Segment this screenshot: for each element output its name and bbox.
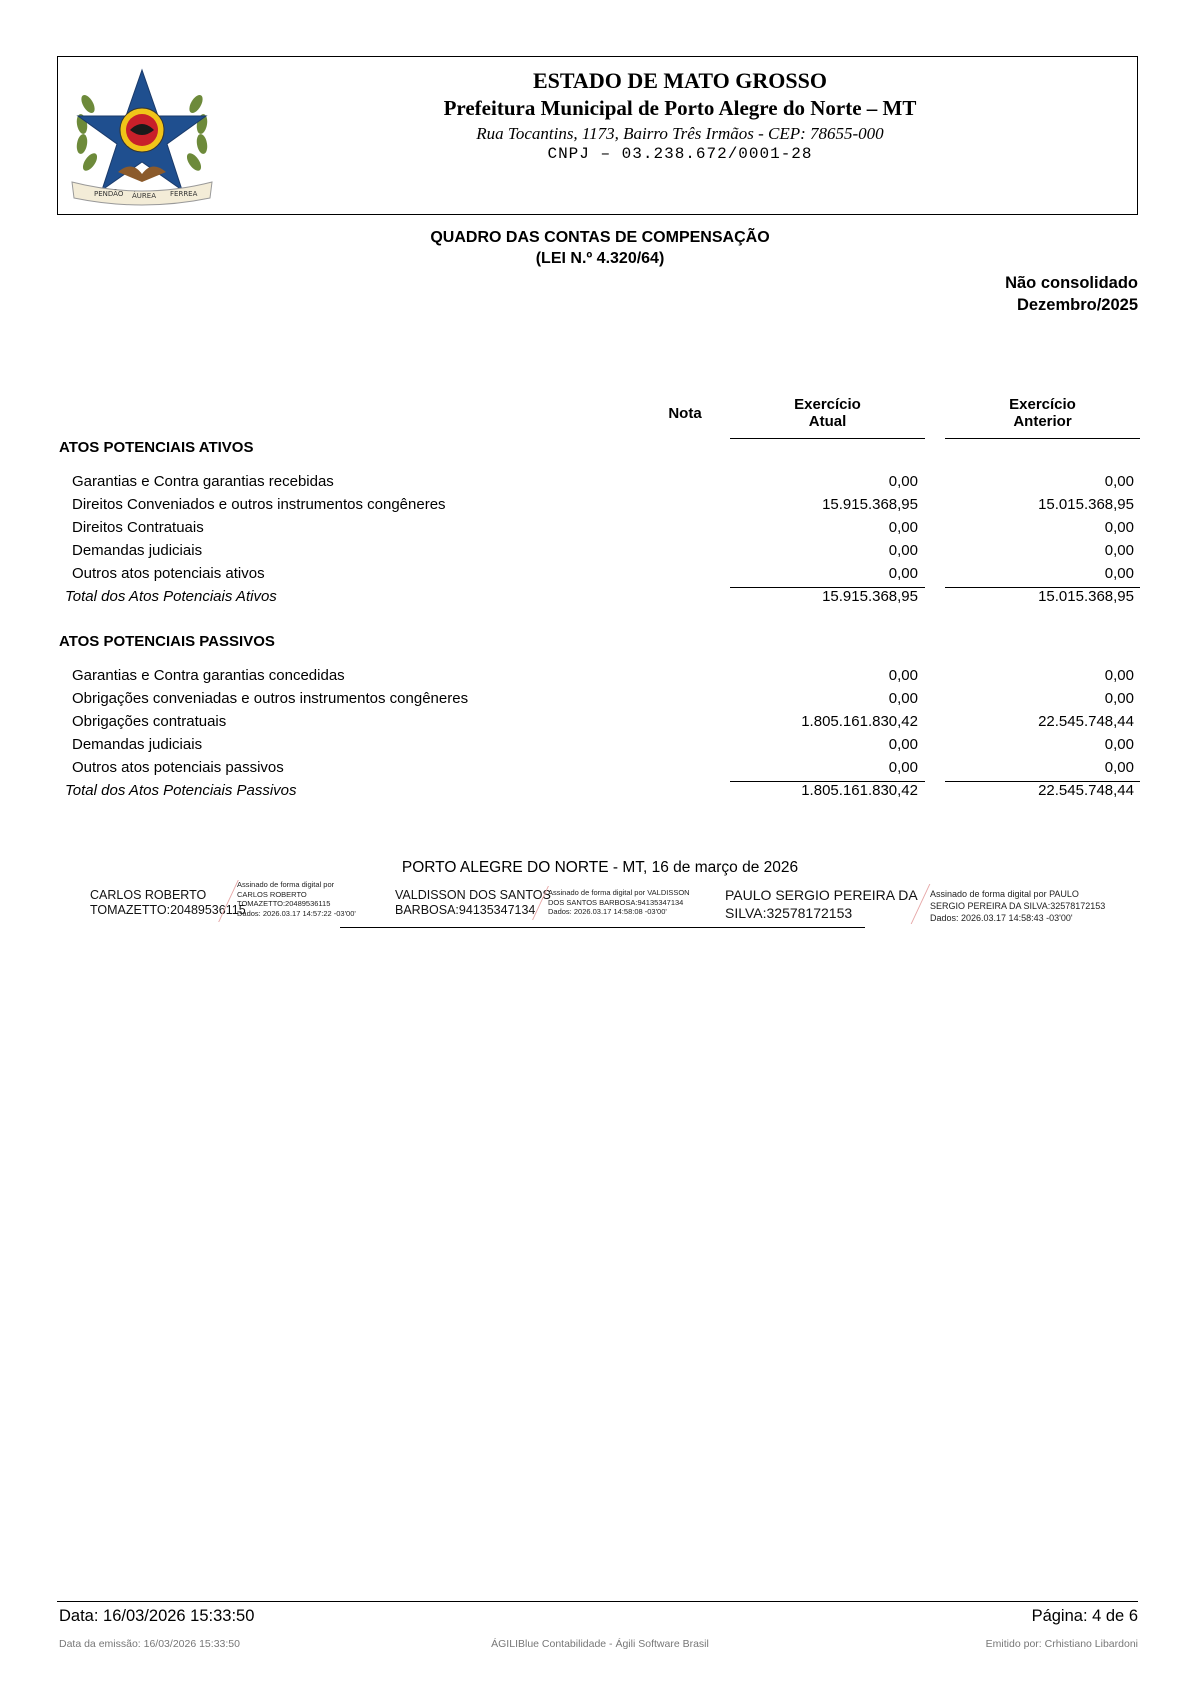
signature-1-note-l1: Assinado de forma digital por [237,880,335,889]
consolidation-status: Não consolidado [1005,274,1138,292]
row-previous: 0,00 [1104,542,1134,559]
row-label: Demandas judiciais [72,736,203,753]
table-row [0,519,1191,541]
row-label: Obrigações conveniadas e outros instrumentos congêneres [72,690,469,707]
section-title: ATOS POTENCIAIS PASSIVOS [59,633,275,650]
signature-line [340,927,865,928]
row-previous: 0,00 [1104,565,1134,582]
row-previous: 0,00 [1104,736,1134,753]
total-current: 15.915.368,95 [822,588,918,605]
column-header-underline [730,438,925,439]
column-header-nota: Nota [668,405,702,422]
signature-3-name-l2: SILVA:32578172153 [725,905,853,921]
signature-3-name [725,886,918,922]
row-label: Demandas judiciais [72,542,203,559]
section-title: ATOS POTENCIAIS ATIVOS [59,439,254,456]
signature-1-name-l1: CARLOS ROBERTO [90,888,207,902]
table-row [0,496,1191,518]
signature-1-note-l3: TOMAZETTO:20489536115 [237,899,331,908]
row-previous: 0,00 [1104,667,1134,684]
signature-3-note-l3: Dados: 2026.03.17 14:58:43 -03'00' [930,913,1073,923]
signature-2-note-l3: Dados: 2026.03.17 14:58:08 -03'00' [548,907,667,916]
row-label: Direitos Contratuais [72,519,204,536]
footer-software: ÁGILIBlue Contabilidade - Ágili Software Brasil [491,1638,709,1650]
cnpj: CNPJ – 03.238.672/0001-28 [547,145,813,163]
signature-1-note [237,880,356,918]
column-header-current [730,396,925,430]
signature-3-note [930,888,1105,924]
signature-2-name-l1: VALDISSON DOS SANTOS [395,888,551,902]
footer-page-number: Página: 4 de 6 [1031,1607,1138,1625]
row-current: 0,00 [888,690,918,707]
footer-emitted-by: Emitido por: Crhistiano Libardoni [985,1638,1138,1650]
column-header-underline [945,438,1140,439]
total-row [0,588,1191,610]
row-previous: 22.545.748,44 [1038,713,1134,730]
row-label: Obrigações contratuais [72,713,227,730]
table-row [0,542,1191,564]
row-previous: 0,00 [1104,759,1134,776]
row-label: Direitos Conveniados e outros instrumentos congêneres [72,496,446,513]
row-label: Garantias e Contra garantias recebidas [72,473,334,490]
municipal-coat-of-arms [66,64,218,206]
signature-3-note-l1: Assinado de forma digital por PAULO [930,889,1079,899]
footer-emission-date: Data da emissão: 16/03/2026 15:33:50 [59,1638,240,1650]
row-previous: 0,00 [1104,519,1134,536]
signature-2-note [548,888,690,917]
table-row [0,473,1191,495]
municipality-name: Prefeitura Municipal de Porto Alegre do Norte – MT [443,96,917,120]
signature-1-name-l2: TOMAZETTO:20489536115 [90,903,246,917]
row-current: 0,00 [888,519,918,536]
table-row [0,759,1191,781]
column-header-current-l1: Exercício [794,396,861,413]
signature-2-note-l1: Assinado de forma digital por VALDISSON [548,888,690,897]
ribbon-text-1: PENDÃO [94,190,124,198]
address: Rua Tocantins, 1173, Bairro Três Irmãos - CEP: 78655-000 [476,124,884,143]
table-row [0,565,1191,587]
state-name: ESTADO DE MATO GROSSO [532,68,827,93]
row-label: Outros atos potenciais ativos [72,565,265,582]
row-current: 0,00 [888,759,918,776]
row-label: Outros atos potenciais passivos [72,759,284,776]
total-previous: 15.015.368,95 [1038,588,1134,605]
total-label: Total dos Atos Potenciais Passivos [65,782,297,799]
row-previous: 0,00 [1104,690,1134,707]
table-row [0,736,1191,758]
row-current: 1.805.161.830,42 [801,713,918,730]
signature-3-name-l1: PAULO SERGIO PEREIRA DA [725,887,918,903]
column-header-previous-l2: Anterior [1013,413,1072,430]
total-row [0,782,1191,804]
row-current: 0,00 [888,736,918,753]
column-header-previous [945,396,1140,430]
report-title: QUADRO DAS CONTAS DE COMPENSAÇÃO [430,229,770,246]
table-row [0,690,1191,712]
footer-date: Data: 16/03/2026 15:33:50 [59,1607,255,1625]
row-current: 0,00 [888,667,918,684]
row-current: 0,00 [888,473,918,490]
total-label: Total dos Atos Potenciais Ativos [65,588,277,605]
row-previous: 15.015.368,95 [1038,496,1134,513]
signature-3-note-l2: SERGIO PEREIRA DA SILVA:32578172153 [930,901,1106,911]
row-current: 15.915.368,95 [822,496,918,513]
total-previous: 22.545.748,44 [1038,782,1134,799]
row-current: 0,00 [888,565,918,582]
row-current: 0,00 [888,542,918,559]
footer-rule [57,1601,1138,1602]
report-subtitle: (LEI N.º 4.320/64) [535,250,665,267]
signature-1-note-l4: Dados: 2026.03.17 14:57:22 -03'00' [237,908,356,918]
place-date: PORTO ALEGRE DO NORTE - MT, 16 de março de 2026 [401,859,799,876]
signature-2-name [395,888,551,918]
ribbon-text-3: FERREA [170,190,198,198]
ribbon-text-2: ÁUREA [132,192,156,200]
signature-2-note-l2: DOS SANTOS BARBOSA:94135347134 [548,897,684,907]
total-current: 1.805.161.830,42 [801,782,918,799]
column-header-current-l2: Atual [808,413,847,430]
row-label: Garantias e Contra garantias concedidas [72,667,345,684]
report-period: Dezembro/2025 [1016,296,1138,314]
column-header-previous-l1: Exercício [1009,396,1076,413]
table-row [0,667,1191,689]
table-row [0,713,1191,735]
signature-2-name-l2: BARBOSA:94135347134 [395,903,536,917]
row-previous: 0,00 [1104,473,1134,490]
signature-1-note-l2: CARLOS ROBERTO [237,889,307,899]
